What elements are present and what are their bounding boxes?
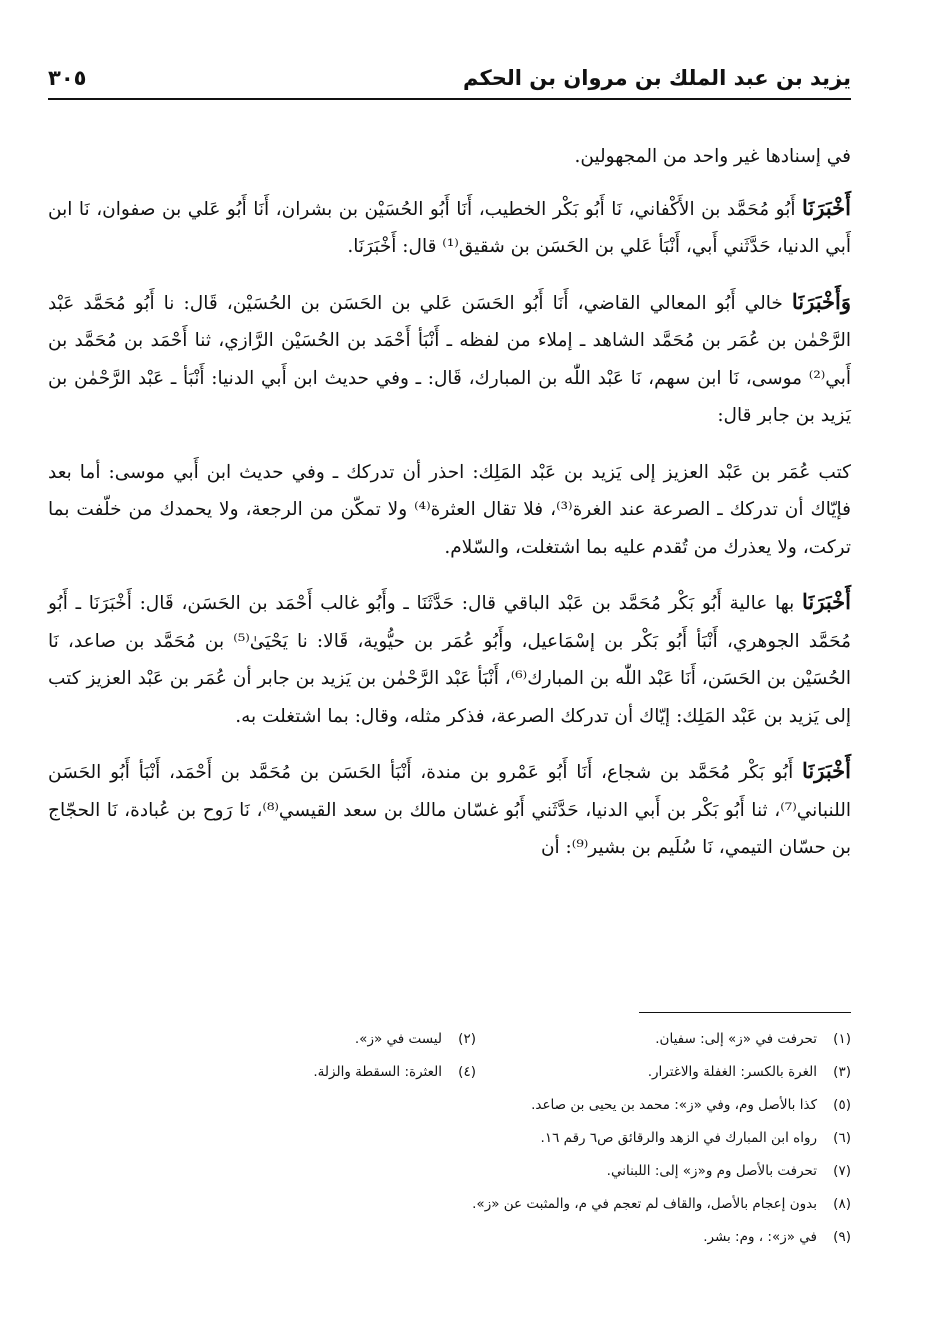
footnote-row — [160, 1220, 851, 1253]
footnote-text: الغرة بالكسر: الغفلة والاغترار. — [647, 1063, 817, 1080]
footnote — [472, 1196, 851, 1212]
footnote-number: (٢) — [458, 1030, 476, 1047]
paragraph-text: كتب عُمَر بن عَبْد العزيز إلى يَزيد بن عَبْد المَلِك: احذر أن تدركك ـ وفي حديث ابن أَبي موسى: أما بعد فإيّاك أن تدركك ـ الصرعة عند الغرة⁽³⁾، فلا تقال العثرة⁽⁴⁾ ولا تمكّن من الرجعة، ولا يحمدك من خلّفت بما تركت، ولا يعذرك من تُقدم عليه بما اشتغلت، والسّلام. — [48, 461, 851, 558]
paragraph-text: بها عالية أَبُو بَكْر مُحَمَّد بن عَبْد الباقي قال: حَدَّثَنَا ـ وأَبُو غالب أَحْمَد بن الحَسَن، قَال: أَخْبَرَنَا ـ أَبُو مُحَمَّد الجوهري، أَنْبَأ أَبُو بَكْر بن إسْمَاعيل، وأَبُو عُمَر بن حيُّوية، قَالا: نا يَحْيَىٰ⁽⁵⁾ بن مُحَمَّد بن صاعد، نَا الحُسَيْن بن الحَسَن، أَنَا عَبْد اللّٰه بن المبارك⁽⁶⁾، أَنْبَأ عَبْد الرَّحْمٰن بن يَزيد بن جابر أن عُمَر بن عَبْد العزيز كتب إلى يَزيد بن عَبْد المَلِك: إيّاك أن تدركك الصرعة، فذكر مثله، وقال: بما اشتغلت به. — [48, 593, 851, 727]
paragraph-keyword: أَخْبَرَنَا — [802, 589, 851, 614]
page-header — [48, 58, 851, 98]
footnote-number: (٣) — [833, 1063, 851, 1080]
page-number: ٣٠٥ — [48, 66, 87, 90]
footnote-text: بدون إعجام بالأصل، والقاف لم تعجم في م، والمثبت عن «ز». — [472, 1195, 817, 1212]
footnote-text: رواه ابن المبارك في الزهد والرقائق ص٦ رقم ١٦. — [540, 1129, 817, 1146]
footnote-text: ليست في «ز». — [354, 1030, 442, 1047]
paragraph-text: في إسنادها غير واحد من المجهولين. — [574, 146, 851, 167]
footnote-row — [160, 1121, 851, 1154]
paragraph-keyword: أَخْبَرَنَا — [802, 194, 851, 220]
paragraph-2 — [48, 189, 851, 266]
footnote — [313, 1064, 476, 1080]
main-text — [48, 136, 851, 884]
footnote-text: في «ز»: ، وم: بشر. — [703, 1228, 817, 1245]
footnote-row — [160, 1154, 851, 1187]
paragraph-keyword: وَأَخْبَرَنَا — [791, 288, 851, 314]
paragraph-6 — [48, 752, 851, 867]
footnote-number: (٥) — [833, 1096, 851, 1113]
footnote — [531, 1097, 851, 1113]
footnote — [607, 1163, 851, 1179]
footnote-number: (٦) — [833, 1129, 851, 1146]
footnote-text: العثرة: السقطة والزلة. — [313, 1063, 442, 1080]
footnote-rule — [639, 1012, 851, 1013]
footnote-number: (٨) — [833, 1195, 851, 1212]
paragraph-1 — [48, 136, 851, 176]
paragraph-3 — [48, 283, 851, 435]
footnote-row — [160, 1187, 851, 1220]
footnote — [541, 1130, 851, 1146]
footnote-text: تحرفت بالأصل وم و«ز» إلى: اللبناني. — [606, 1162, 817, 1179]
running-title: يزيد بن عبد الملك بن مروان بن الحكم — [463, 66, 851, 90]
paragraph-text: أَبُو بَكْر مُحَمَّد بن شجاع، أَنَا أَبُو عَمْرو بن مندة، أَنْبَأ الحَسَن بن مُحَمَّد بن أَحْمَد، أَنْبَأ أَبُو الحَسَن اللنباني⁽⁷⁾، ثنا أَبُو بَكْر بن أَبي الدنيا، حَدَّثَني أَبُو غسّان مالك بن سعد القيسي⁽⁸⁾، نَا رَوح بن عُبادة، نَا الحجّاج بن حسّان التيمي، نَا سُلَيم بن بشير⁽⁹⁾: أن — [48, 762, 852, 858]
paragraph-4 — [48, 452, 851, 567]
footnote-number: (٧) — [833, 1162, 851, 1179]
footnote-text: تحرفت في «ز» إلى: سفيان. — [655, 1030, 817, 1047]
footnote — [476, 1031, 851, 1047]
paragraph-text: خالي أَبُو المعالي القاضي، أَنَا أَبُو الحَسَن عَلي بن الحَسَن بن الحُسَيْن، قَال: نا أَبُو مُحَمَّد عَبْد الرَّحْمٰن بن عُمَر بن مُحَمَّد الشاهد ـ إملاء من لفظه ـ أَنْبَأ أَحْمَد بن الحُسَيْن الرَّازي، ثنا أَحْمَد بن مُحَمَّد بن أَبي⁽²⁾ موسى، نَا ابن سهم، نَا عَبْد اللّٰه بن المبارك، قَال: ـ وفي حديث ابن أَبي الدنيا: أَنْبَأ ـ عَبْد الرَّحْمٰن بن يَزيد بن جابر قال: — [48, 292, 851, 426]
paragraph-text: أَبُو مُحَمَّد بن الأَكْفاني، نَا أَبُو بَكْر الخطيب، أَنَا أَبُو الحُسَيْن بن بشران، أَنَا أَبُو عَلي بن صفوان، نَا ابن أَبي الدنيا، حَدَّثَني أَبي، أَنْبَأ عَلي بن الحَسَن بن شقيق⁽¹⁾ قال: أَخْبَرَنَا. — [48, 198, 851, 257]
footnote-row — [160, 1088, 851, 1121]
footnotes — [160, 1022, 851, 1253]
footnote-row — [160, 1055, 851, 1088]
footnote-number: (٩) — [833, 1228, 851, 1245]
paragraph-keyword: أَخْبَرَنَا — [802, 758, 851, 783]
footnote-row — [160, 1022, 851, 1055]
footnote-number: (١) — [833, 1030, 851, 1047]
header-rule — [48, 98, 851, 100]
footnote — [703, 1229, 851, 1245]
footnote-text: كذا بالأصل وم، وفي «ز»: محمد بن يحيى بن صاعد. — [531, 1096, 817, 1113]
paragraph-5 — [48, 583, 851, 735]
footnote-number: (٤) — [458, 1063, 476, 1080]
footnote — [476, 1064, 851, 1080]
footnote — [355, 1031, 476, 1047]
